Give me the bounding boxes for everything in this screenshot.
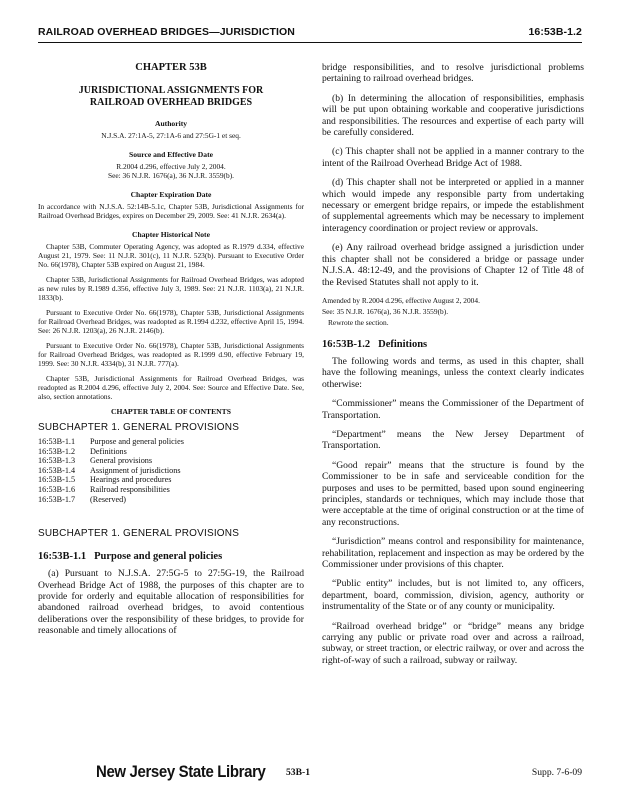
chapter-number: CHAPTER 53B <box>135 62 207 73</box>
toc-entry[interactable] <box>38 447 304 457</box>
subchapter-heading: SUBCHAPTER 1. GENERAL PROVISIONS <box>38 528 240 540</box>
amendment-summary: Rewrote the section. <box>328 317 389 327</box>
authority-text: N.J.S.A. 27:1A-5, 27:1A-6 and 27:5G-1 et seq. <box>101 131 241 140</box>
toc-entry-number: 16:53B-1.4 <box>38 465 76 475</box>
chapter-title-line2: RAILROAD OVERHEAD BRIDGES <box>89 97 253 108</box>
toc-entry-number: 16:53B-1.1 <box>38 437 76 446</box>
toc-entry-label: Definitions <box>90 446 127 456</box>
toc-entry-number: 16:53B-1.3 <box>38 456 76 466</box>
toc-entry[interactable] <box>38 466 304 476</box>
toc-entry[interactable] <box>38 495 304 505</box>
expiration-heading: Chapter Expiration Date <box>130 190 212 199</box>
paragraph-d: (d) This chapter shall not be interpreted or applied in a manner which would impede any responsible party from undertaking necessary or emergent bridge repairs, or impede the establishment of supplemental agreements which may be necessary to implement interagency coordination or project review or approvals. <box>322 177 584 234</box>
section-title: Purpose and general policies <box>94 551 223 563</box>
header-title: RAILROAD OVERHEAD BRIDGES—JURISDICTION <box>38 26 295 38</box>
paragraph-c: (c) This chapter shall not be applied in a manner contrary to the intent of the Railroad Overhead Bridge Act of 1988. <box>322 146 584 169</box>
toc-entry-number: 16:53B-1.6 <box>38 484 76 494</box>
authority-heading: Authority <box>154 119 188 128</box>
section-number: 16:53B-1.2 <box>322 338 371 350</box>
section-number: 16:53B-1.1 <box>38 551 87 563</box>
library-watermark: New Jersey State Library <box>96 762 266 781</box>
toc-entry[interactable] <box>38 456 304 466</box>
toc-entry[interactable] <box>38 475 304 485</box>
toc-entry-number: 16:53B-1.7 <box>38 494 76 504</box>
section-heading-1-2 <box>322 339 584 350</box>
supplement-date: Supp. 7-6-09 <box>531 767 582 778</box>
definition-paragraph: “Good repair” means that the structure is found by the Commissioner to be in safe and serviceable condition for the purposes and uses to be permitted, based upon sound engineering principles, standards or techniques, which may include those that were acceptable at the time of original construction or at the time of any reconstructions. <box>322 459 584 528</box>
toc-entry-number: 16:53B-1.2 <box>38 446 76 456</box>
definition-paragraph: “Railroad overhead bridge” or “bridge” means any bridge carrying any public or private road over and across a railroad, subway, or street traction, or electric railway, or over and across the right-of-way of such a railroad, subway or railway. <box>322 620 584 666</box>
toc-entry-label: Purpose and general policies <box>90 437 184 446</box>
toc-subchapter: SUBCHAPTER 1. GENERAL PROVISIONS <box>38 422 240 433</box>
paragraph-e: (e) Any railroad overhead bridge assigned a jurisdiction under this chapter shall not be considered a bridge or passage under N.J.S.A. 48:12-49, and the provisions of Chapter 12 of Title 48 of the Revised Statutes shall not apply to it. <box>322 242 584 288</box>
right-column <box>322 62 584 674</box>
toc-entry[interactable] <box>38 485 304 495</box>
toc-entry-label: Assignment of jurisdictions <box>90 465 181 475</box>
page-number: 53B-1 <box>286 767 310 778</box>
section-title: Definitions <box>378 338 428 350</box>
definition-paragraph: “Jurisdiction” means control and responsibility for maintenance, rehabilitation, replacement and inspection as may be ordered by the Commissioner under provisions of this chapter. <box>322 536 584 570</box>
history-note: Pursuant to Executive Order No. 66(1978), Chapter 53B, Jurisdictional Assignments for Railroad Overhead Bridges, was readopted as R.1994 d.232, effective April 15, 1994. See: 26 N.J.R. 1203(a), 26 N.J.R. 2146(b). <box>38 308 304 335</box>
source-heading: Source and Effective Date <box>128 150 213 159</box>
running-header <box>38 26 582 43</box>
chapter-title-line1: JURISDICTIONAL ASSIGNMENTS FOR <box>78 85 264 96</box>
definitions-intro: The following words and terms, as used in this chapter, shall have the following meanings, unless the context clearly indicates otherwise: <box>322 355 584 390</box>
toc-entry-label: General provisions <box>90 456 153 466</box>
toc-entry-number: 16:53B-1.5 <box>38 475 76 485</box>
left-column <box>38 62 304 645</box>
toc-list <box>38 437 304 504</box>
amendment-citation: See: 35 N.J.R. 1676(a), 36 N.J.R. 3559(b). <box>322 306 449 316</box>
definition-paragraph: “Department” means the New Jersey Department of Transportation. <box>322 428 584 452</box>
history-note: Chapter 53B, Jurisdictional Assignments for Railroad Overhead Bridges, was adopted as new rules by R.1989 d.356, effective July 3, 1989. See: 21 N.J.R. 1103(a), 21 N.J.R. 1833(b). <box>38 275 304 302</box>
definition-paragraph: “Commissioner” means the Commissioner of the Department of Transportation. <box>322 398 584 421</box>
history-note: Pursuant to Executive Order No. 66(1978), Chapter 53B, Jurisdictional Assignments for Railroad Overhead Bridges, was readopted as R.1999 d.90, effective February 19, 1999. See: 30 N.J.R. 4334(b), 31 N.J.R. 777(a). <box>38 341 304 368</box>
toc-heading: CHAPTER TABLE OF CONTENTS <box>111 407 231 416</box>
toc-entry-label: Railroad responsibilities <box>90 484 170 494</box>
page-footer <box>38 762 582 784</box>
history-note: Chapter 53B, Commuter Operating Agency, was adopted as R.1979 d.334, effective August 21, 1979. See: 11 N.J.R. 301(c), 11 N.J.R. 523(b). Pursuant to Executive Order No. 66(1978), Chapter 53B expired on August 21, 1984. <box>38 242 304 269</box>
source-line-2: See: 36 N.J.R. 1676(a), 36 N.J.R. 3559(b). <box>107 171 235 180</box>
toc-entry[interactable] <box>38 437 304 447</box>
expiration-text: In accordance with N.J.S.A. 52:14B-5.1c, Chapter 53B, Jurisdictional Assignments for Railroad Overhead Bridges, expires on December 29, 2009. See: 41 N.J.R. 2634(a). <box>38 202 304 220</box>
toc-entry-label: (Reserved) <box>90 494 126 504</box>
section-heading-1-1 <box>38 551 304 562</box>
header-section-number: 16:53B-1.2 <box>528 26 582 38</box>
toc-entry-label: Hearings and procedures <box>90 475 172 485</box>
section-paragraph-a: (a) Pursuant to N.J.S.A. 27:5G-5 to 27:5G-19, the Railroad Overhead Bridge Act of 1988, the purposes of this chapter are to provide for orderly and equitable allocation of responsibilities for abandoned railroad overhead bridges, to avoid contentious deliberations over the responsibility of these bridges, to provide for reasonable and timely allocations of <box>38 568 304 637</box>
paragraph-a-continued: bridge responsibilities, and to resolve jurisdictional problems pertaining to railroad overhead bridges. <box>322 62 584 85</box>
paragraph-b: (b) In determining the allocation of responsibilities, emphasis will be put upon obtaining workable and cooperative jurisdictions and responsibilities. The resources and expertise of each party will be carefully considered. <box>322 92 584 139</box>
history-note: Chapter 53B, Jurisdictional Assignments for Railroad Overhead Bridges, was readopted as R.2004 d.296, effective July 2, 2004. See: Source and Effective Date. See, also, section annotations. <box>38 374 304 401</box>
source-line-1: R.2004 d.296, effective July 2, 2004. <box>116 162 226 171</box>
amendment-note: Amended by R.2004 d.296, effective August 2, 2004. <box>322 295 480 305</box>
chapter-title <box>38 85 304 109</box>
definition-paragraph: “Public entity” includes, but is not limited to, any officers, department, board, commission, division, agency, authority or instrumentality of the State or of any county or municipality. <box>322 578 584 613</box>
history-heading: Chapter Historical Note <box>132 230 210 239</box>
